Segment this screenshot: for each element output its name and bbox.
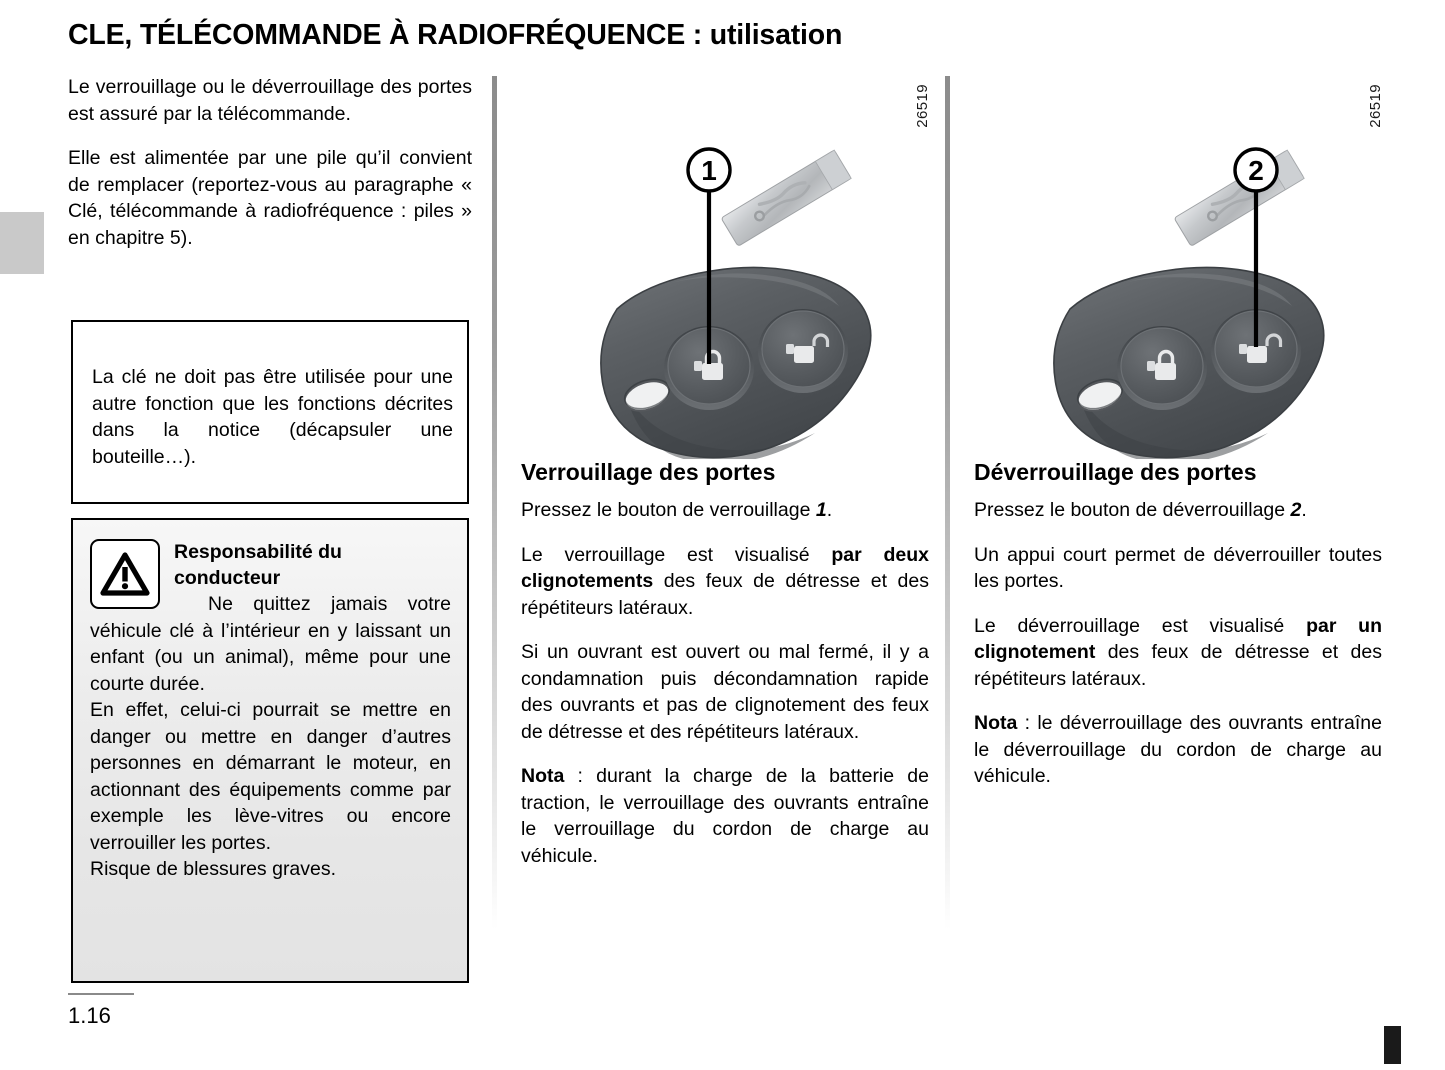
deverrouillage-p3-text-a: Le déverrouillage est visualisé	[974, 614, 1307, 637]
deverrouillage-nota	[974, 710, 1382, 790]
figure-key-unlock	[974, 74, 1382, 459]
deverrouillage-paragraph-1	[974, 497, 1382, 524]
key-fob-illustration-lock	[521, 74, 929, 459]
warning-paragraph-1: Ne quittez jamais votre véhicule clé à l’intérieur en y laissant un enfant (ou un animal), même pour une courte durée.	[90, 593, 451, 695]
warning-title-line-2: conducteur	[174, 567, 281, 589]
page-title-separator: :	[685, 19, 710, 51]
footer-rule	[68, 993, 134, 995]
verrouillage-paragraph-3: Si un ouvrant est ouvert ou mal fermé, il y a condamnation puis décondamnation rapide des ouvrants et pas de clignotement des feux de détresse et des répétiteurs latéraux.	[521, 641, 929, 743]
verrouillage-p1-text-a: Pressez le bouton de verrouillage	[521, 499, 816, 522]
figure-callout-2: 2	[1248, 155, 1264, 186]
column-left	[68, 74, 472, 269]
deverrouillage-nota-text: : le déverrouillage des ouvrants entraîne le déverrouillage du cordon de charge au véhicule.	[974, 712, 1382, 788]
chapter-tab-marker	[0, 212, 44, 274]
verrouillage-p2-text-a: Le verrouillage est visualisé	[521, 543, 832, 566]
heading-verrouillage: Verrouillage des portes	[521, 459, 776, 485]
verrouillage-p2-text-b: des feux de détresse et des répétiteurs latéraux.	[521, 570, 929, 619]
verrouillage-nota-label: Nota	[521, 765, 565, 788]
verrouillage-paragraph-1	[521, 497, 929, 524]
verrouillage-nota-text: : durant la charge de la batterie de traction, le verrouillage des ouvrants entraîne le verrouillage du cordon de charge au véhicule.	[521, 765, 929, 867]
figure-callout-1: 1	[701, 155, 717, 186]
figure-reference-number-middle: 26519	[914, 84, 931, 128]
column-divider-left	[492, 76, 497, 956]
heading-deverrouillage: Déverrouillage des portes	[974, 459, 1257, 485]
key-fob-illustration-unlock	[974, 74, 1382, 459]
verrouillage-p1-text-b: .	[826, 499, 833, 522]
column-right	[974, 74, 1382, 790]
warning-paragraph-2: En effet, celui-ci pourrait se mettre en danger ou mettre en danger d’autres personnes en démarrant le moteur, en actionnant des équipements comme par exemple les lève-vitres ou encore verrouiller les portes.	[90, 699, 451, 854]
warning-triangle-icon	[90, 539, 160, 609]
driver-responsibility-warning-box	[71, 518, 469, 983]
page-title-main: CLE, TÉLÉCOMMANDE À RADIOFRÉQUENCE	[68, 19, 686, 51]
figure-reference-number-right: 26519	[1367, 84, 1384, 128]
key-usage-note-box	[71, 320, 469, 504]
deverrouillage-p1-text-a: Pressez le bouton de déverrouillage	[974, 499, 1291, 522]
deverrouillage-p1-text-b: .	[1301, 499, 1307, 522]
page-title-sub: utilisation	[709, 19, 843, 51]
deverrouillage-p3-text-b: des feux de détresse et des répétiteurs latéraux.	[974, 641, 1382, 690]
deverrouillage-nota-label: Nota	[974, 712, 1018, 735]
column-middle	[521, 74, 929, 869]
deverrouillage-p1-callout: 2	[1290, 499, 1302, 522]
deverrouillage-p3-bold: par un clignotement	[974, 614, 1382, 664]
intro-paragraph-1: Le verrouillage ou le déverrouillage des portes est assuré par la télécommande.	[68, 76, 472, 125]
page-title	[68, 20, 1388, 51]
deverrouillage-paragraph-3	[974, 613, 1382, 693]
page-edge-marker	[1384, 1026, 1401, 1064]
deverrouillage-paragraph-2: Un appui court permet de déverrouiller toutes les portes.	[974, 543, 1382, 593]
page-number: 1.16	[68, 1003, 111, 1028]
key-usage-note-text: La clé ne doit pas être utilisée pour une autre fonction que les fonctions décrites dans la notice (décapsuler une bouteille…).	[92, 366, 453, 468]
verrouillage-p1-callout: 1	[815, 499, 827, 522]
intro-paragraph-2: Elle est alimentée par une pile qu’il convient de remplacer (reportez-vous au paragraphe « Clé, télécommande à radiofréquence : piles » en chapitre 5).	[68, 147, 472, 249]
column-divider-right	[945, 76, 950, 956]
verrouillage-paragraph-2	[521, 542, 929, 622]
warning-title-line-1: Responsabilité du	[174, 541, 342, 563]
verrouillage-nota	[521, 763, 929, 869]
figure-key-lock	[521, 74, 929, 459]
warning-paragraph-3: Risque de blessures graves.	[90, 858, 337, 880]
verrouillage-p2-bold: par deux clignotements	[521, 543, 929, 593]
